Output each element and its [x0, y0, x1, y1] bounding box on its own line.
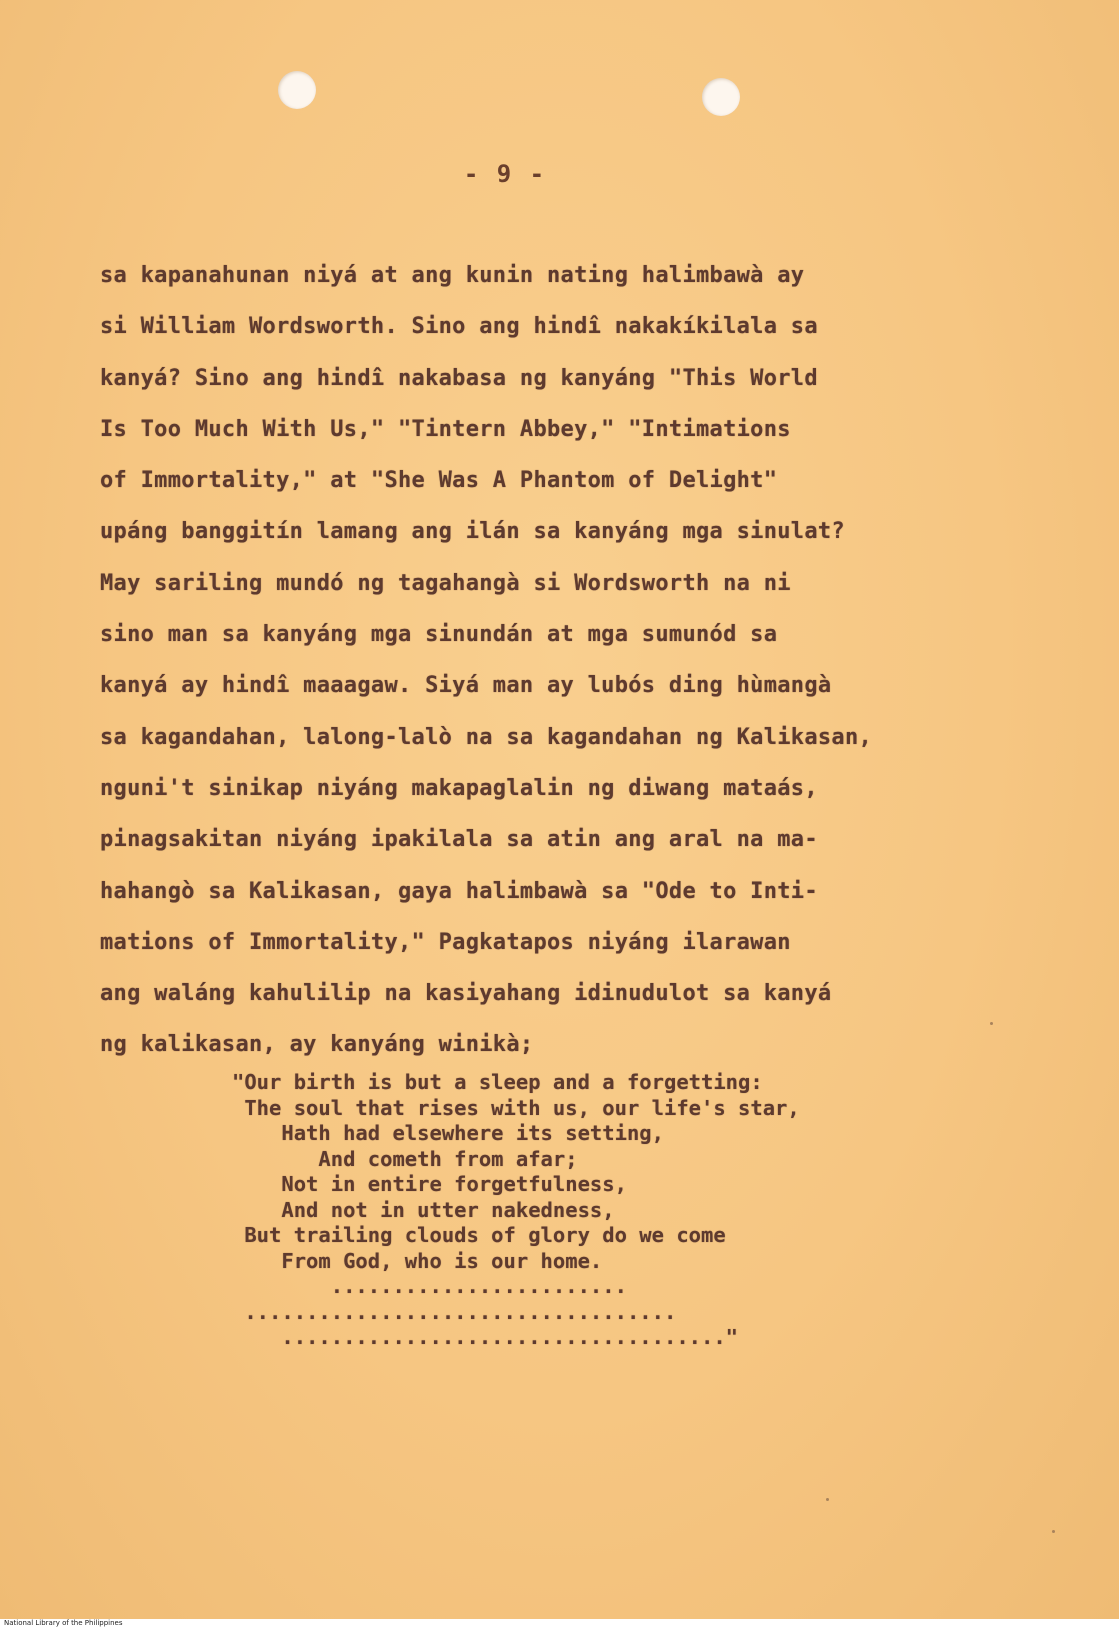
poem-line: ........................: [232, 1274, 627, 1298]
body-line: of Immortality," at "She Was A Phantom of Delight": [100, 468, 778, 494]
poem-line: From God, who is our home.: [232, 1248, 603, 1273]
poem-line: Hath had elsewhere its setting,: [232, 1121, 664, 1145]
body-line: sa kagandahan, lalong-lalò na sa kagandahan ng Kalikasan,: [100, 724, 873, 750]
body-line: pinagsakitan niyáng ipakilala sa atin ang aral na ma-: [100, 827, 818, 853]
poem-line: And not in utter nakedness,: [232, 1197, 615, 1222]
body-line: Is Too Much With Us," "Tintern Abbey," "Intimations: [100, 416, 791, 442]
poem-line: ...................................: [232, 1299, 677, 1324]
body-line: upáng banggitín lamang ang ilán sa kanyáng mga sinulat?: [100, 519, 845, 545]
poem-line: But trailing clouds of glory do we come: [232, 1223, 726, 1247]
poem-quotation: [232, 1070, 800, 1351]
body-line: hahangò sa Kalikasan, gaya halimbawà sa "Ode to Inti-: [100, 878, 818, 904]
poem-line: The soul that rises with us, our life's star,: [232, 1095, 800, 1120]
body-line: nguni't sinikap niyáng makapaglalin ng diwang mataás,: [100, 775, 818, 801]
page-number: - 9 -: [463, 160, 547, 188]
paper-speck: [990, 1022, 993, 1025]
poem-line: Not in entire forgetfulness,: [232, 1172, 627, 1196]
punch-hole-right: [702, 78, 740, 116]
body-line: ang waláng kahulilip na kasiyahang idinudulot sa kanyá: [100, 981, 832, 1007]
poem-line: And cometh from afar;: [232, 1146, 578, 1171]
footer-strip: [0, 1619, 1119, 1628]
body-line: May sariling mundó ng tagahangà si Wordsworth na ni: [100, 570, 791, 596]
poem-line: ....................................": [232, 1325, 739, 1349]
body-line: mations of Immortality," Pagkatapos niyáng ilarawan: [100, 929, 791, 955]
poem-line: "Our birth is but a sleep and a forgetting:: [232, 1070, 763, 1094]
body-paragraph: [100, 256, 1000, 1077]
body-line: kanyá ay hindî maaagaw. Siyá man ay lubós ding hùmangà: [100, 673, 832, 699]
footer-credit: National Library of the Philippines: [4, 1619, 123, 1627]
body-line: sa kapanahunan niyá at ang kunin nating halimbawà ay: [100, 263, 805, 288]
paper-speck: [1052, 1530, 1055, 1533]
body-line: sino man sa kanyáng mga sinundán at mga sumunód sa: [100, 622, 778, 648]
body-line: ng kalikasan, ay kanyáng winikà;: [100, 1032, 534, 1058]
body-line: kanyá? Sino ang hindî nakabasa ng kanyáng "This World: [100, 365, 818, 391]
punch-hole-left: [278, 71, 316, 109]
body-line: si William Wordsworth. Sino ang hindî nakakíkilala sa: [100, 314, 818, 340]
paper-speck: [826, 1498, 829, 1501]
